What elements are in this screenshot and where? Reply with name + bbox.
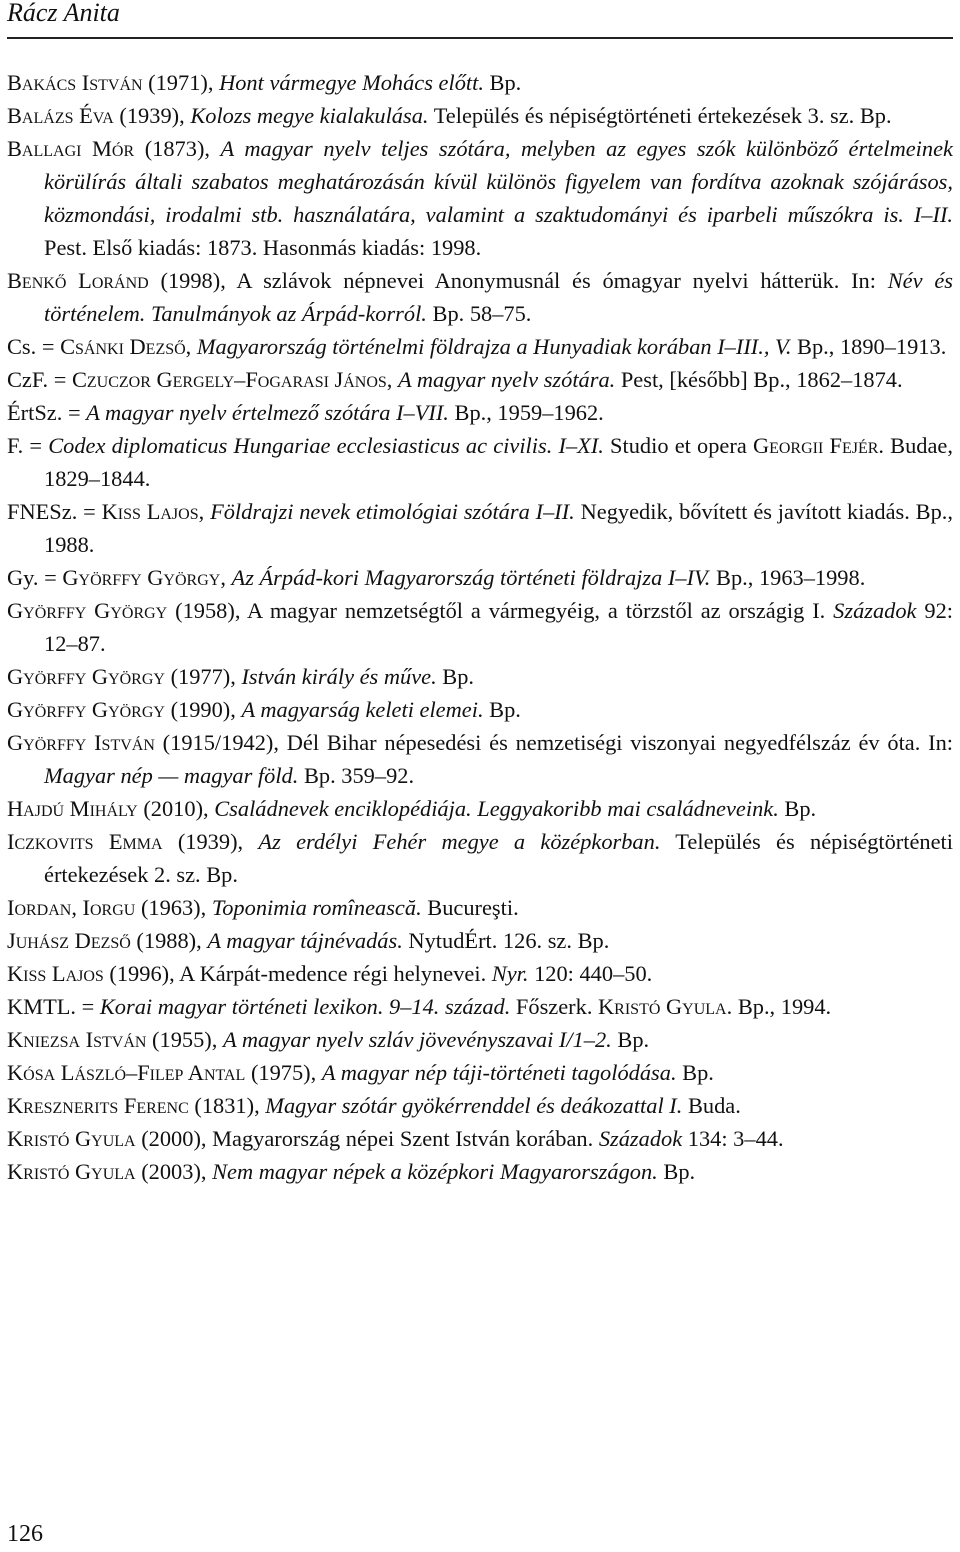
entry-text: (1990), (164, 697, 242, 722)
work-title: Családnevek enciklopédiája. Leggyakoribb mai családneveink. (214, 796, 779, 821)
entry-text: , (198, 499, 211, 524)
work-title: A magyarság keleti elemei. (241, 697, 484, 722)
author-name: Györffy György (7, 664, 165, 689)
entry-text: . Bp., 1994. (726, 994, 832, 1019)
entry-text: Bp., 1959–1962. (448, 400, 604, 425)
entry-text: (1963), (135, 895, 212, 920)
entry-text: (1939), (162, 829, 259, 854)
work-title: Hont vármegye Mohács előtt. (219, 70, 484, 95)
author-name: Györffy György (62, 565, 221, 590)
author-name: Iczkovits Emma (7, 829, 163, 854)
entry-text: Bp., 1890–1913. (791, 334, 947, 359)
entry-text: Gy. = (7, 565, 63, 590)
entry-text: Bp. (611, 1027, 650, 1052)
entry-text: (1998), A szlávok népnevei Anonymusnál és ómagyar nyelvi hátterük. In: (148, 268, 888, 293)
entry-text: , (386, 367, 398, 392)
bibliography-entry (7, 495, 953, 561)
entry-text: . Budae, 1829–1844. (44, 433, 953, 491)
entry-text: (1975), (245, 1060, 322, 1085)
bibliography-entry (7, 132, 953, 264)
author-name: Ballagi Mór (7, 136, 135, 161)
author-name: Kristó Gyula (7, 1126, 136, 1151)
author-name: Iordan, Iorgu (7, 895, 136, 920)
entry-text: (1939), (113, 103, 191, 128)
entry-text: Bp. (778, 796, 817, 821)
bibliography-list (7, 66, 953, 1188)
author-name: Csánki Dezső (60, 334, 186, 359)
entry-text: (1955), (146, 1027, 223, 1052)
author-name: Georgii Fejér (752, 433, 879, 458)
author-name: Györffy György (7, 598, 168, 623)
entry-text: (1873), (134, 136, 221, 161)
bibliography-entry (7, 990, 953, 1023)
work-title: A magyar nyelv szótára. (398, 367, 616, 392)
entry-text: 134: 3–44. (682, 1126, 784, 1151)
entry-text: 92: 12–87. (44, 598, 953, 656)
work-title: A magyar nyelv szláv jövevényszavai I/1–2. (222, 1027, 612, 1052)
entry-text: (1977), (164, 664, 242, 689)
work-title: Századok (598, 1126, 683, 1151)
bibliography-entry (7, 594, 953, 660)
entry-text: (2000), Magyarország népei Szent István korában. (135, 1126, 599, 1151)
header-rule (7, 37, 953, 39)
bibliography-entry (7, 396, 953, 429)
entry-text: Település és népiségtörténeti értekezések 2. sz. Bp. (44, 829, 953, 887)
page-number: 126 (7, 1521, 43, 1547)
entry-text: Studio et opera (603, 433, 753, 458)
work-title: A magyar nép táji-történeti tagolódása. (321, 1060, 677, 1085)
work-title: Földrajzi nevek etimológiai szótára I–II. (210, 499, 575, 524)
entry-text: Buda. (682, 1093, 741, 1118)
author-name: Kristó Gyula (598, 994, 727, 1019)
author-name: Györffy István (7, 730, 155, 755)
entry-text: Negyedik, bővített és javított kiadás. Bp., 1988. (44, 499, 954, 557)
work-title: Magyarország történelmi földrajza a Hunyadiak korában I–III., V. (196, 334, 792, 359)
work-title: A magyar nyelv teljes szótára, melyben az egyes szók különböző értelmeinek körülírás általi szabatos meghatározásán kívül különös figyelem van fordítva azoknak szójárásos, közmondási, irodalmi stb. használatára, valamint a szaktudományi és iparbeli műszókra is. I–II. (44, 136, 953, 227)
work-title: Századok (833, 598, 917, 623)
work-title: Korai magyar történeti lexikon. 9–14. század. (99, 994, 511, 1019)
entry-text: Főszerk. (510, 994, 599, 1019)
author-name: Czuczor Gergely–Fogarasi János (71, 367, 387, 392)
entry-text: Település és népiségtörténeti értekezések 3. sz. Bp. (428, 103, 892, 128)
bibliography-entry (7, 891, 953, 924)
entry-text: (1915/1942), Dél Bihar népesedési és nemzetiségi viszonyai negyedfélszáz év óta. In: (154, 730, 953, 755)
entry-text: Bp. (436, 664, 475, 689)
bibliography-entry (7, 561, 953, 594)
bibliography-entry (7, 1089, 953, 1122)
author-name: Benkő Loránd (7, 268, 149, 293)
author-name: Kniezsa István (7, 1027, 147, 1052)
entry-text: Pest, [később] Bp., 1862–1874. (615, 367, 903, 392)
entry-text: (2010), (137, 796, 215, 821)
entry-text: Bp. (676, 1060, 714, 1085)
work-title: Név és történelem. Tanulmányok az Árpád-korról. (44, 268, 953, 326)
work-title: Az Árpád-kori Magyarország történeti földrajza I–IV. (231, 565, 711, 590)
work-title: Codex diplomaticus Hungariae ecclesiasticus ac civilis. I–XI. (48, 433, 604, 458)
work-title: Nem magyar népek a középkori Magyarországon. (212, 1159, 658, 1184)
work-title: István király és műve. (241, 664, 437, 689)
bibliography-entry (7, 1056, 953, 1089)
work-title: A magyar nyelv értelmező szótára I–VII. (86, 400, 449, 425)
bibliography-entry (7, 957, 953, 990)
bibliography-entry (7, 99, 953, 132)
work-title: Kolozs megye kialakulása. (190, 103, 429, 128)
work-title: Az erdélyi Fehér megye a középkorban. (258, 829, 661, 854)
bibliography-entry (7, 924, 953, 957)
bibliography-entry (7, 429, 953, 495)
entry-text: (1988), (130, 928, 208, 953)
bibliography-entry (7, 330, 953, 363)
bibliography-entry (7, 693, 953, 726)
entry-text: CzF. = (7, 367, 72, 392)
work-title: A magyar tájnévadás. (207, 928, 403, 953)
author-name: Kiss Lajos (101, 499, 199, 524)
entry-text: Bp. (483, 697, 521, 722)
entry-text: Bp. (483, 70, 522, 95)
entry-text: Bucureşti. (421, 895, 519, 920)
bibliography-entry (7, 660, 953, 693)
bibliography-entry (7, 66, 953, 99)
entry-text: F. = (7, 433, 49, 458)
entry-text: (1996), A Kárpát-medence régi helynevei. (103, 961, 492, 986)
work-title: Nyr. (491, 961, 529, 986)
entry-text: Bp. (657, 1159, 696, 1184)
author-name: Bakács István (7, 70, 143, 95)
work-title: Magyar szótár gyökérrenddel és deákozattal I. (265, 1093, 683, 1118)
entry-text: (1831), (188, 1093, 266, 1118)
author-name: Kósa László–Filep Antal (7, 1060, 246, 1085)
entry-text: Bp., 1963–1998. (710, 565, 866, 590)
author-name: Hajdú Mihály (7, 796, 138, 821)
entry-text: (1971), (142, 70, 220, 95)
entry-text: (1958), A magyar nemzetségtől a vármegyéig, a törzstől az országig I. (167, 598, 834, 623)
entry-text: Cs. = (7, 334, 61, 359)
entry-text: KMTL. = (7, 994, 100, 1019)
bibliography-entry (7, 825, 953, 891)
entry-text: NytudÉrt. 126. sz. Bp. (402, 928, 610, 953)
work-title: Toponimia romînească. (211, 895, 422, 920)
author-name: Kresznerits Ferenc (7, 1093, 189, 1118)
work-title: Magyar nép — magyar föld. (44, 763, 299, 788)
author-name: Györffy György (7, 697, 165, 722)
bibliography-entry (7, 726, 953, 792)
entry-text: 120: 440–50. (528, 961, 653, 986)
bibliography-entry (7, 1155, 953, 1188)
author-name: Kristó Gyula (7, 1159, 136, 1184)
entry-text: Bp. 58–75. (426, 301, 532, 326)
bibliography-entry (7, 1122, 953, 1155)
entry-text: FNESz. = (7, 499, 102, 524)
author-name: Juhász Dezső (7, 928, 131, 953)
entry-text: Pest. Első kiadás: 1873. Hasonmás kiadás: 1998. (44, 235, 482, 260)
entry-text: Bp. 359–92. (298, 763, 415, 788)
author-name: Kiss Lajos (7, 961, 104, 986)
running-header: Rácz Anita (7, 0, 120, 27)
entry-text: , (220, 565, 232, 590)
author-name: Balázs Éva (7, 103, 114, 128)
bibliography-entry (7, 264, 953, 330)
entry-text: , (185, 334, 197, 359)
bibliography-entry (7, 792, 953, 825)
entry-text: ÉrtSz. = (7, 400, 87, 425)
bibliography-entry (7, 1023, 953, 1056)
bibliography-entry (7, 363, 953, 396)
entry-text: (2003), (135, 1159, 213, 1184)
